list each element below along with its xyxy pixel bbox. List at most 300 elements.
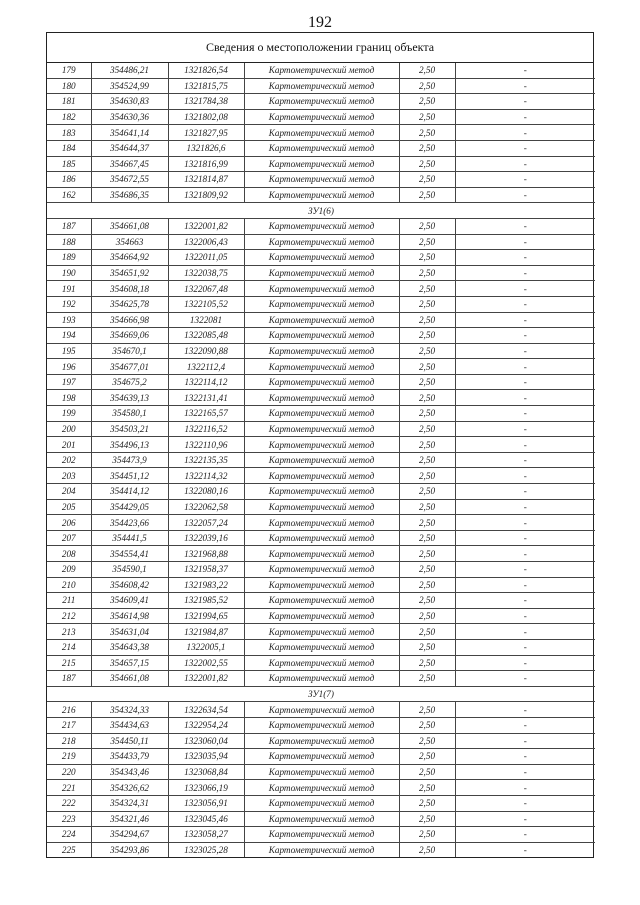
x-coordinate-cell: 354294,67 xyxy=(91,827,168,843)
description-cell: - xyxy=(455,639,595,655)
point-number-cell: 213 xyxy=(47,624,91,640)
coordinates-table-body xyxy=(47,63,595,857)
y-coordinate-cell: 1322038,75 xyxy=(168,265,244,281)
accuracy-cell: 2,50 xyxy=(399,406,455,422)
table-row xyxy=(47,125,595,141)
y-coordinate-cell: 1323058,27 xyxy=(168,827,244,843)
table-row xyxy=(47,234,595,250)
point-number-cell: 187 xyxy=(47,671,91,687)
description-cell: - xyxy=(455,359,595,375)
description-cell: - xyxy=(455,390,595,406)
y-coordinate-cell: 1322131,41 xyxy=(168,390,244,406)
description-cell: - xyxy=(455,421,595,437)
table-row xyxy=(47,764,595,780)
description-cell: - xyxy=(455,328,595,344)
point-number-cell: 214 xyxy=(47,639,91,655)
section-label: ЗУ1(7) xyxy=(47,686,595,702)
description-cell: - xyxy=(455,172,595,188)
point-number-cell: 217 xyxy=(47,717,91,733)
table-row xyxy=(47,312,595,328)
y-coordinate-cell: 1323068,84 xyxy=(168,764,244,780)
y-coordinate-cell: 1321826,54 xyxy=(168,63,244,78)
x-coordinate-cell: 354663 xyxy=(91,234,168,250)
y-coordinate-cell: 1321815,75 xyxy=(168,78,244,94)
x-coordinate-cell: 354473,9 xyxy=(91,452,168,468)
table-row xyxy=(47,156,595,172)
accuracy-cell: 2,50 xyxy=(399,172,455,188)
accuracy-cell: 2,50 xyxy=(399,390,455,406)
x-coordinate-cell: 354326,62 xyxy=(91,780,168,796)
description-cell: - xyxy=(455,717,595,733)
accuracy-cell: 2,50 xyxy=(399,452,455,468)
y-coordinate-cell: 1322116,52 xyxy=(168,421,244,437)
description-cell: - xyxy=(455,312,595,328)
point-number-cell: 216 xyxy=(47,702,91,718)
description-cell: - xyxy=(455,795,595,811)
method-cell: Картометрический метод xyxy=(244,577,399,593)
method-cell: Картометрический метод xyxy=(244,562,399,578)
method-cell: Картометрический метод xyxy=(244,764,399,780)
table-row xyxy=(47,515,595,531)
x-coordinate-cell: 354590,1 xyxy=(91,562,168,578)
x-coordinate-cell: 354608,42 xyxy=(91,577,168,593)
method-cell: Картометрический метод xyxy=(244,546,399,562)
x-coordinate-cell: 354324,33 xyxy=(91,702,168,718)
point-number-cell: 199 xyxy=(47,406,91,422)
y-coordinate-cell: 1322110,96 xyxy=(168,437,244,453)
accuracy-cell: 2,50 xyxy=(399,156,455,172)
point-number-cell: 184 xyxy=(47,140,91,156)
y-coordinate-cell: 1321827,95 xyxy=(168,125,244,141)
accuracy-cell: 2,50 xyxy=(399,608,455,624)
section-header-row xyxy=(47,686,595,702)
accuracy-cell: 2,50 xyxy=(399,125,455,141)
y-coordinate-cell: 1321809,92 xyxy=(168,187,244,203)
table-row xyxy=(47,265,595,281)
point-number-cell: 219 xyxy=(47,749,91,765)
description-cell: - xyxy=(455,827,595,843)
accuracy-cell: 2,50 xyxy=(399,749,455,765)
x-coordinate-cell: 354554,41 xyxy=(91,546,168,562)
accuracy-cell: 2,50 xyxy=(399,250,455,266)
y-coordinate-cell: 1322634,54 xyxy=(168,702,244,718)
method-cell: Картометрический метод xyxy=(244,125,399,141)
point-number-cell: 180 xyxy=(47,78,91,94)
method-cell: Картометрический метод xyxy=(244,827,399,843)
table-row xyxy=(47,437,595,453)
point-number-cell: 204 xyxy=(47,484,91,500)
point-number-cell: 191 xyxy=(47,281,91,297)
accuracy-cell: 2,50 xyxy=(399,218,455,234)
table-row xyxy=(47,717,595,733)
x-coordinate-cell: 354609,41 xyxy=(91,593,168,609)
method-cell: Картометрический метод xyxy=(244,499,399,515)
method-cell: Картометрический метод xyxy=(244,733,399,749)
sheet-title: Сведения о местоположении границ объекта xyxy=(47,33,593,63)
y-coordinate-cell: 1321958,37 xyxy=(168,562,244,578)
method-cell: Картометрический метод xyxy=(244,140,399,156)
accuracy-cell: 2,50 xyxy=(399,234,455,250)
table-row xyxy=(47,94,595,110)
point-number-cell: 189 xyxy=(47,250,91,266)
table-row xyxy=(47,140,595,156)
method-cell: Картометрический метод xyxy=(244,406,399,422)
description-cell: - xyxy=(455,530,595,546)
coordinates-table xyxy=(47,63,595,857)
x-coordinate-cell: 354667,45 xyxy=(91,156,168,172)
description-cell: - xyxy=(455,702,595,718)
method-cell: Картометрический метод xyxy=(244,421,399,437)
method-cell: Картометрический метод xyxy=(244,359,399,375)
description-cell: - xyxy=(455,546,595,562)
y-coordinate-cell: 1322105,52 xyxy=(168,296,244,312)
section-header-row xyxy=(47,203,595,219)
point-number-cell: 197 xyxy=(47,374,91,390)
x-coordinate-cell: 354324,31 xyxy=(91,795,168,811)
point-number-cell: 188 xyxy=(47,234,91,250)
point-number-cell: 187 xyxy=(47,218,91,234)
description-cell: - xyxy=(455,515,595,531)
description-cell: - xyxy=(455,156,595,172)
y-coordinate-cell: 1322001,82 xyxy=(168,671,244,687)
accuracy-cell: 2,50 xyxy=(399,187,455,203)
method-cell: Картометрический метод xyxy=(244,296,399,312)
method-cell: Картометрический метод xyxy=(244,484,399,500)
x-coordinate-cell: 354630,36 xyxy=(91,109,168,125)
x-coordinate-cell: 354672,55 xyxy=(91,172,168,188)
x-coordinate-cell: 354670,1 xyxy=(91,343,168,359)
method-cell: Картометрический метод xyxy=(244,63,399,78)
method-cell: Картометрический метод xyxy=(244,702,399,718)
description-cell: - xyxy=(455,109,595,125)
x-coordinate-cell: 354343,46 xyxy=(91,764,168,780)
description-cell: - xyxy=(455,749,595,765)
description-cell: - xyxy=(455,343,595,359)
method-cell: Картометрический метод xyxy=(244,749,399,765)
method-cell: Картометрический метод xyxy=(244,328,399,344)
y-coordinate-cell: 1323056,91 xyxy=(168,795,244,811)
accuracy-cell: 2,50 xyxy=(399,717,455,733)
description-cell: - xyxy=(455,484,595,500)
description-cell: - xyxy=(455,406,595,422)
accuracy-cell: 2,50 xyxy=(399,281,455,297)
description-cell: - xyxy=(455,764,595,780)
x-coordinate-cell: 354580,1 xyxy=(91,406,168,422)
table-row xyxy=(47,78,595,94)
method-cell: Картометрический метод xyxy=(244,671,399,687)
x-coordinate-cell: 354496,13 xyxy=(91,437,168,453)
method-cell: Картометрический метод xyxy=(244,468,399,484)
description-cell: - xyxy=(455,733,595,749)
accuracy-cell: 2,50 xyxy=(399,733,455,749)
x-coordinate-cell: 354630,83 xyxy=(91,94,168,110)
table-row xyxy=(47,109,595,125)
table-row xyxy=(47,593,595,609)
section-label: ЗУ1(6) xyxy=(47,203,595,219)
table-row xyxy=(47,562,595,578)
x-coordinate-cell: 354486,21 xyxy=(91,63,168,78)
point-number-cell: 192 xyxy=(47,296,91,312)
accuracy-cell: 2,50 xyxy=(399,312,455,328)
table-row xyxy=(47,655,595,671)
point-number-cell: 196 xyxy=(47,359,91,375)
description-cell: - xyxy=(455,577,595,593)
accuracy-cell: 2,50 xyxy=(399,577,455,593)
x-coordinate-cell: 354651,92 xyxy=(91,265,168,281)
x-coordinate-cell: 354608,18 xyxy=(91,281,168,297)
x-coordinate-cell: 354686,35 xyxy=(91,187,168,203)
x-coordinate-cell: 354614,98 xyxy=(91,608,168,624)
table-row xyxy=(47,374,595,390)
method-cell: Картометрический метод xyxy=(244,250,399,266)
table-row xyxy=(47,795,595,811)
y-coordinate-cell: 1321968,88 xyxy=(168,546,244,562)
point-number-cell: 202 xyxy=(47,452,91,468)
x-coordinate-cell: 354625,78 xyxy=(91,296,168,312)
y-coordinate-cell: 1322039,16 xyxy=(168,530,244,546)
boundary-sheet xyxy=(46,32,594,858)
x-coordinate-cell: 354293,86 xyxy=(91,842,168,857)
table-row xyxy=(47,530,595,546)
y-coordinate-cell: 1322005,1 xyxy=(168,639,244,655)
description-cell: - xyxy=(455,250,595,266)
accuracy-cell: 2,50 xyxy=(399,515,455,531)
accuracy-cell: 2,50 xyxy=(399,484,455,500)
description-cell: - xyxy=(455,562,595,578)
method-cell: Картометрический метод xyxy=(244,624,399,640)
table-row xyxy=(47,671,595,687)
accuracy-cell: 2,50 xyxy=(399,437,455,453)
x-coordinate-cell: 354321,46 xyxy=(91,811,168,827)
x-coordinate-cell: 354441,5 xyxy=(91,530,168,546)
x-coordinate-cell: 354657,15 xyxy=(91,655,168,671)
table-row xyxy=(47,328,595,344)
y-coordinate-cell: 1322135,35 xyxy=(168,452,244,468)
description-cell: - xyxy=(455,63,595,78)
point-number-cell: 220 xyxy=(47,764,91,780)
table-row xyxy=(47,406,595,422)
accuracy-cell: 2,50 xyxy=(399,374,455,390)
y-coordinate-cell: 1322085,48 xyxy=(168,328,244,344)
x-coordinate-cell: 354433,79 xyxy=(91,749,168,765)
point-number-cell: 179 xyxy=(47,63,91,78)
method-cell: Картометрический метод xyxy=(244,218,399,234)
accuracy-cell: 2,50 xyxy=(399,671,455,687)
description-cell: - xyxy=(455,78,595,94)
table-row xyxy=(47,608,595,624)
accuracy-cell: 2,50 xyxy=(399,328,455,344)
description-cell: - xyxy=(455,842,595,857)
y-coordinate-cell: 1323060,04 xyxy=(168,733,244,749)
y-coordinate-cell: 1321994,65 xyxy=(168,608,244,624)
method-cell: Картометрический метод xyxy=(244,109,399,125)
accuracy-cell: 2,50 xyxy=(399,468,455,484)
x-coordinate-cell: 354429,05 xyxy=(91,499,168,515)
accuracy-cell: 2,50 xyxy=(399,624,455,640)
point-number-cell: 223 xyxy=(47,811,91,827)
table-row xyxy=(47,250,595,266)
table-row xyxy=(47,343,595,359)
x-coordinate-cell: 354661,08 xyxy=(91,671,168,687)
accuracy-cell: 2,50 xyxy=(399,109,455,125)
table-row xyxy=(47,359,595,375)
table-row xyxy=(47,577,595,593)
point-number-cell: 195 xyxy=(47,343,91,359)
point-number-cell: 190 xyxy=(47,265,91,281)
method-cell: Картометрический метод xyxy=(244,593,399,609)
y-coordinate-cell: 1321985,52 xyxy=(168,593,244,609)
accuracy-cell: 2,50 xyxy=(399,296,455,312)
accuracy-cell: 2,50 xyxy=(399,811,455,827)
description-cell: - xyxy=(455,624,595,640)
y-coordinate-cell: 1322081 xyxy=(168,312,244,328)
table-row xyxy=(47,172,595,188)
method-cell: Картометрический метод xyxy=(244,172,399,188)
accuracy-cell: 2,50 xyxy=(399,63,455,78)
method-cell: Картометрический метод xyxy=(244,842,399,857)
point-number-cell: 205 xyxy=(47,499,91,515)
y-coordinate-cell: 1322954,24 xyxy=(168,717,244,733)
table-row xyxy=(47,421,595,437)
table-row xyxy=(47,733,595,749)
description-cell: - xyxy=(455,218,595,234)
description-cell: - xyxy=(455,296,595,312)
table-row xyxy=(47,296,595,312)
point-number-cell: 218 xyxy=(47,733,91,749)
method-cell: Картометрический метод xyxy=(244,515,399,531)
method-cell: Картометрический метод xyxy=(244,639,399,655)
table-row xyxy=(47,499,595,515)
accuracy-cell: 2,50 xyxy=(399,764,455,780)
method-cell: Картометрический метод xyxy=(244,281,399,297)
accuracy-cell: 2,50 xyxy=(399,593,455,609)
point-number-cell: 194 xyxy=(47,328,91,344)
table-row xyxy=(47,187,595,203)
x-coordinate-cell: 354451,12 xyxy=(91,468,168,484)
table-row xyxy=(47,842,595,857)
method-cell: Картометрический метод xyxy=(244,265,399,281)
description-cell: - xyxy=(455,374,595,390)
description-cell: - xyxy=(455,608,595,624)
method-cell: Картометрический метод xyxy=(244,94,399,110)
description-cell: - xyxy=(455,452,595,468)
x-coordinate-cell: 354639,13 xyxy=(91,390,168,406)
y-coordinate-cell: 1322080,16 xyxy=(168,484,244,500)
method-cell: Картометрический метод xyxy=(244,390,399,406)
accuracy-cell: 2,50 xyxy=(399,827,455,843)
description-cell: - xyxy=(455,234,595,250)
table-row xyxy=(47,281,595,297)
table-row xyxy=(47,546,595,562)
x-coordinate-cell: 354450,11 xyxy=(91,733,168,749)
table-row xyxy=(47,827,595,843)
description-cell: - xyxy=(455,187,595,203)
accuracy-cell: 2,50 xyxy=(399,78,455,94)
point-number-cell: 215 xyxy=(47,655,91,671)
table-row xyxy=(47,218,595,234)
description-cell: - xyxy=(455,780,595,796)
description-cell: - xyxy=(455,671,595,687)
method-cell: Картометрический метод xyxy=(244,187,399,203)
point-number-cell: 182 xyxy=(47,109,91,125)
x-coordinate-cell: 354503,21 xyxy=(91,421,168,437)
point-number-cell: 183 xyxy=(47,125,91,141)
table-row xyxy=(47,811,595,827)
x-coordinate-cell: 354643,38 xyxy=(91,639,168,655)
table-row xyxy=(47,749,595,765)
page-number: 192 xyxy=(308,14,332,31)
point-number-cell: 224 xyxy=(47,827,91,843)
table-row xyxy=(47,624,595,640)
x-coordinate-cell: 354641,14 xyxy=(91,125,168,141)
accuracy-cell: 2,50 xyxy=(399,421,455,437)
description-cell: - xyxy=(455,811,595,827)
point-number-cell: 186 xyxy=(47,172,91,188)
method-cell: Картометрический метод xyxy=(244,78,399,94)
point-number-cell: 200 xyxy=(47,421,91,437)
table-row xyxy=(47,780,595,796)
point-number-cell: 221 xyxy=(47,780,91,796)
y-coordinate-cell: 1322006,43 xyxy=(168,234,244,250)
y-coordinate-cell: 1322057,24 xyxy=(168,515,244,531)
accuracy-cell: 2,50 xyxy=(399,780,455,796)
table-row xyxy=(47,639,595,655)
y-coordinate-cell: 1322011,05 xyxy=(168,250,244,266)
description-cell: - xyxy=(455,94,595,110)
table-row xyxy=(47,468,595,484)
method-cell: Картометрический метод xyxy=(244,608,399,624)
accuracy-cell: 2,50 xyxy=(399,265,455,281)
method-cell: Картометрический метод xyxy=(244,717,399,733)
y-coordinate-cell: 1321784,38 xyxy=(168,94,244,110)
x-coordinate-cell: 354661,08 xyxy=(91,218,168,234)
x-coordinate-cell: 354434,63 xyxy=(91,717,168,733)
point-number-cell: 225 xyxy=(47,842,91,857)
y-coordinate-cell: 1321984,87 xyxy=(168,624,244,640)
point-number-cell: 203 xyxy=(47,468,91,484)
y-coordinate-cell: 1323035,94 xyxy=(168,749,244,765)
point-number-cell: 207 xyxy=(47,530,91,546)
y-coordinate-cell: 1322002,55 xyxy=(168,655,244,671)
x-coordinate-cell: 354669,06 xyxy=(91,328,168,344)
description-cell: - xyxy=(455,125,595,141)
accuracy-cell: 2,50 xyxy=(399,546,455,562)
method-cell: Картометрический метод xyxy=(244,530,399,546)
x-coordinate-cell: 354423,66 xyxy=(91,515,168,531)
y-coordinate-cell: 1322067,48 xyxy=(168,281,244,297)
y-coordinate-cell: 1323045,46 xyxy=(168,811,244,827)
accuracy-cell: 2,50 xyxy=(399,702,455,718)
y-coordinate-cell: 1321802,08 xyxy=(168,109,244,125)
table-row xyxy=(47,390,595,406)
y-coordinate-cell: 1323025,28 xyxy=(168,842,244,857)
y-coordinate-cell: 1322090,88 xyxy=(168,343,244,359)
point-number-cell: 162 xyxy=(47,187,91,203)
method-cell: Картометрический метод xyxy=(244,374,399,390)
accuracy-cell: 2,50 xyxy=(399,499,455,515)
accuracy-cell: 2,50 xyxy=(399,795,455,811)
method-cell: Картометрический метод xyxy=(244,780,399,796)
method-cell: Картометрический метод xyxy=(244,452,399,468)
y-coordinate-cell: 1322062,58 xyxy=(168,499,244,515)
point-number-cell: 222 xyxy=(47,795,91,811)
point-number-cell: 193 xyxy=(47,312,91,328)
description-cell: - xyxy=(455,468,595,484)
y-coordinate-cell: 1321816,99 xyxy=(168,156,244,172)
x-coordinate-cell: 354675,2 xyxy=(91,374,168,390)
accuracy-cell: 2,50 xyxy=(399,562,455,578)
table-row xyxy=(47,702,595,718)
